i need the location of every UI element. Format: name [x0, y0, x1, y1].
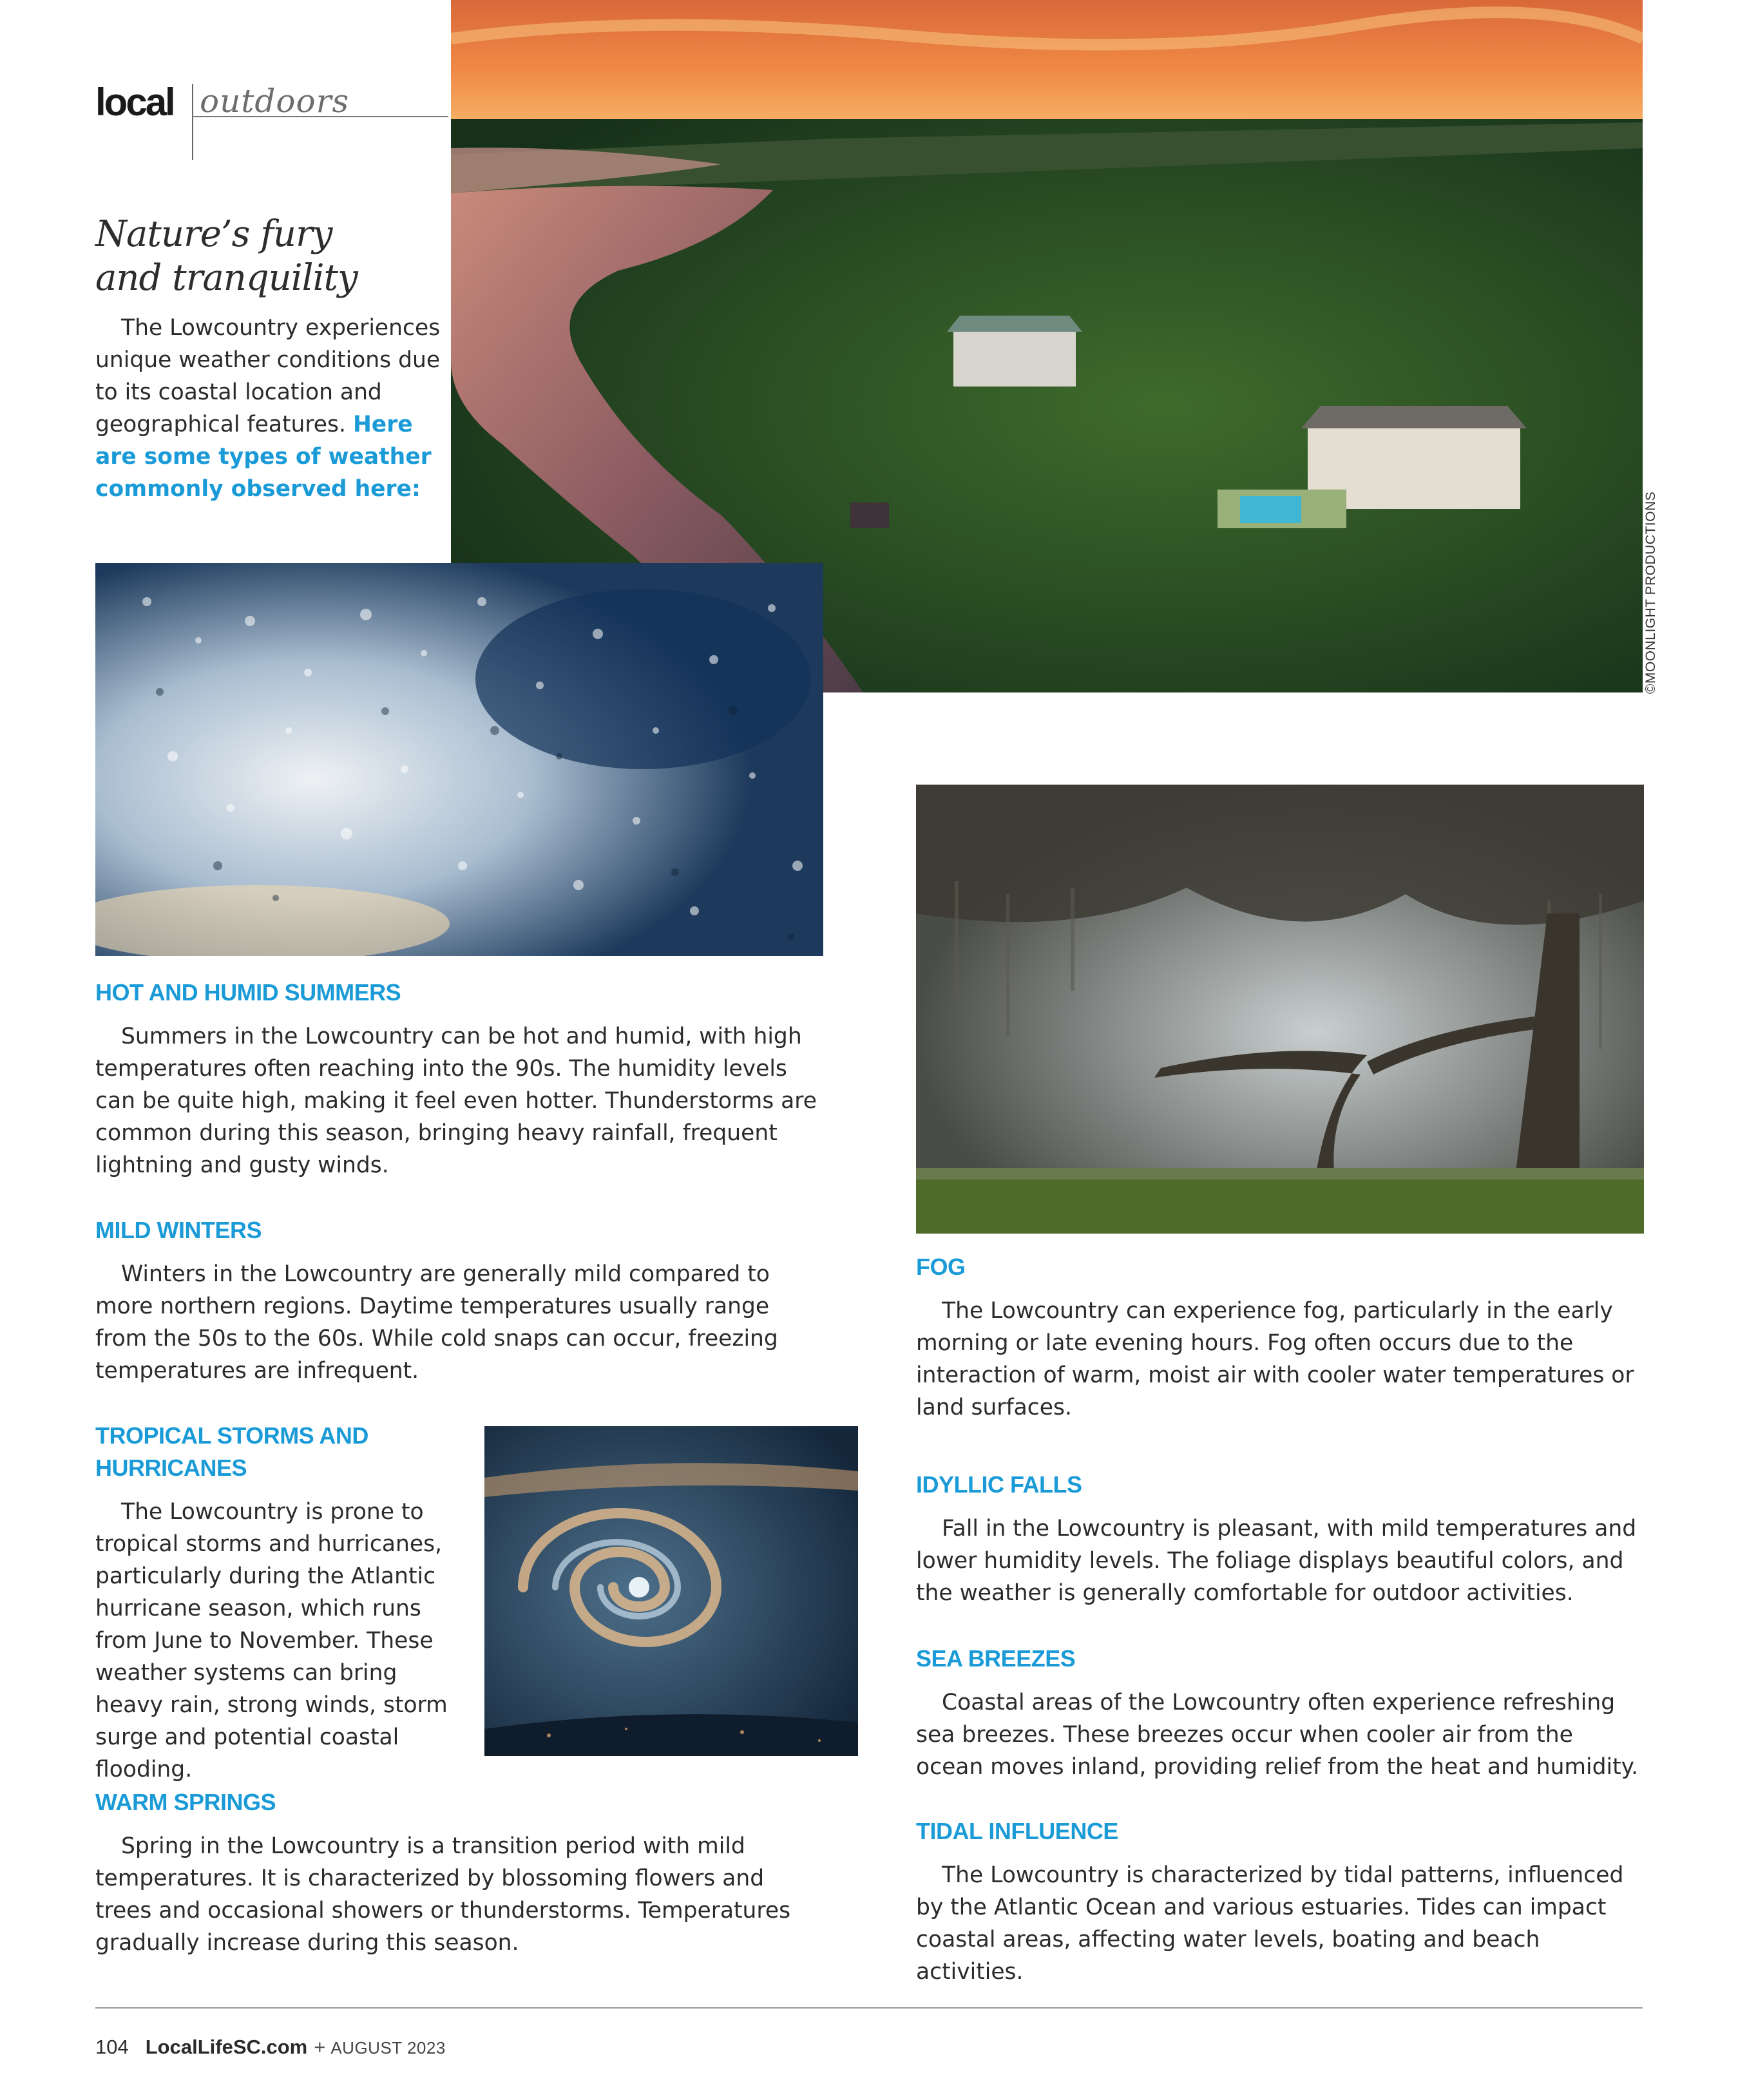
issue-date: AUGUST 2023	[330, 2038, 446, 2057]
foggy-oak-photo	[916, 785, 1644, 1234]
section-title: TIDAL INFLUENCE	[916, 1818, 1118, 1844]
section-falls	[916, 1469, 1644, 1609]
page-footer: 104 LocalLifeSC.com + AUGUST 2023	[95, 2036, 446, 2058]
section-body: Winters in the Lowcountry are generally mild compared to more northern regions. Daytime temperatures usually range from the 50s to the 60s. While cold snaps can occur, freezing temperatures are infrequent.	[95, 1261, 778, 1384]
section-fog	[916, 1251, 1644, 1424]
section-title: SEA BREEZES	[916, 1645, 1076, 1672]
site-link[interactable]: LocalLifeSC.com	[145, 2036, 308, 2058]
section-body: The Lowcountry is prone to tropical storms and hurricanes, particularly during the Atlantic hurricane season, which runs from June to November. These weather systems can bring heavy rain, strong winds, storm surge and potential coastal flooding.	[95, 1499, 448, 1782]
intro-paragraph: The Lowcountry experiences unique weather conditions due to its coastal location and geographical features. Here are some types of weather commonly observed here:	[95, 315, 441, 502]
section-summers	[95, 977, 817, 1181]
section-title: WARM SPRINGS	[95, 1789, 276, 1815]
section-title: MILD WINTERS	[95, 1217, 262, 1243]
section-winters	[95, 1214, 817, 1387]
intro-highlight: Here are some types of weather commonly observed here:	[95, 412, 432, 502]
footer-rule	[95, 2007, 1643, 2009]
section-springs	[95, 1786, 817, 1959]
page-number: 104	[95, 2036, 129, 2058]
raindrops-photo	[95, 563, 823, 956]
section-tidal	[916, 1815, 1644, 1988]
section-label: outdoors	[200, 82, 350, 120]
section-body: Fall in the Lowcountry is pleasant, with mild temperatures and lower humidity levels. The foliage displays beautiful colors, and the weather is generally comfortable for outdoor activities.	[916, 1516, 1637, 1606]
section-breezes	[916, 1643, 1644, 1783]
section-body: The Lowcountry can experience fog, particularly in the early morning or late evening hours. Fog often occurs due to the interaction of warm, moist air with cooler water temperatures or land surfaces.	[916, 1298, 1634, 1420]
section-storms	[95, 1420, 469, 1786]
section-title: FOG	[916, 1254, 966, 1280]
brand-logo: local	[95, 81, 174, 124]
article-headline: Nature’s fury and tranquility	[95, 213, 358, 299]
section-title: HOT AND HUMID SUMMERS	[95, 979, 401, 1006]
section-title: IDYLLIC FALLS	[916, 1471, 1082, 1498]
section-body: The Lowcountry is characterized by tidal patterns, influenced by the Atlantic Ocean and various estuaries. Tides can impact coastal areas, affecting water levels, boating and beach activities.	[916, 1862, 1624, 1985]
brand-divider	[192, 84, 193, 160]
hurricane-photo	[484, 1426, 858, 1756]
section-body: Spring in the Lowcountry is a transition period with mild temperatures. It is characterized by blossoming flowers and trees and occasional showers or thunderstorms. Temperatures gradually increase during this season.	[95, 1833, 791, 1956]
section-body: Summers in the Lowcountry can be hot and humid, with high temperatures often reaching into the 90s. The humidity levels can be quite high, making it feel even hotter. Thunderstorms are common during this season, bringing heavy rainfall, frequent lightning and gusty winds.	[95, 1024, 817, 1178]
section-title: TROPICAL STORMS AND HURRICANES	[95, 1422, 368, 1481]
section-body: Coastal areas of the Lowcountry often experience refreshing sea breezes. These breezes occur when cooler air from the ocean moves inland, providing relief from the heat and humidity.	[916, 1690, 1639, 1780]
photo-credit: ©MOONLIGHT PRODUCTIONS	[1643, 491, 1658, 694]
